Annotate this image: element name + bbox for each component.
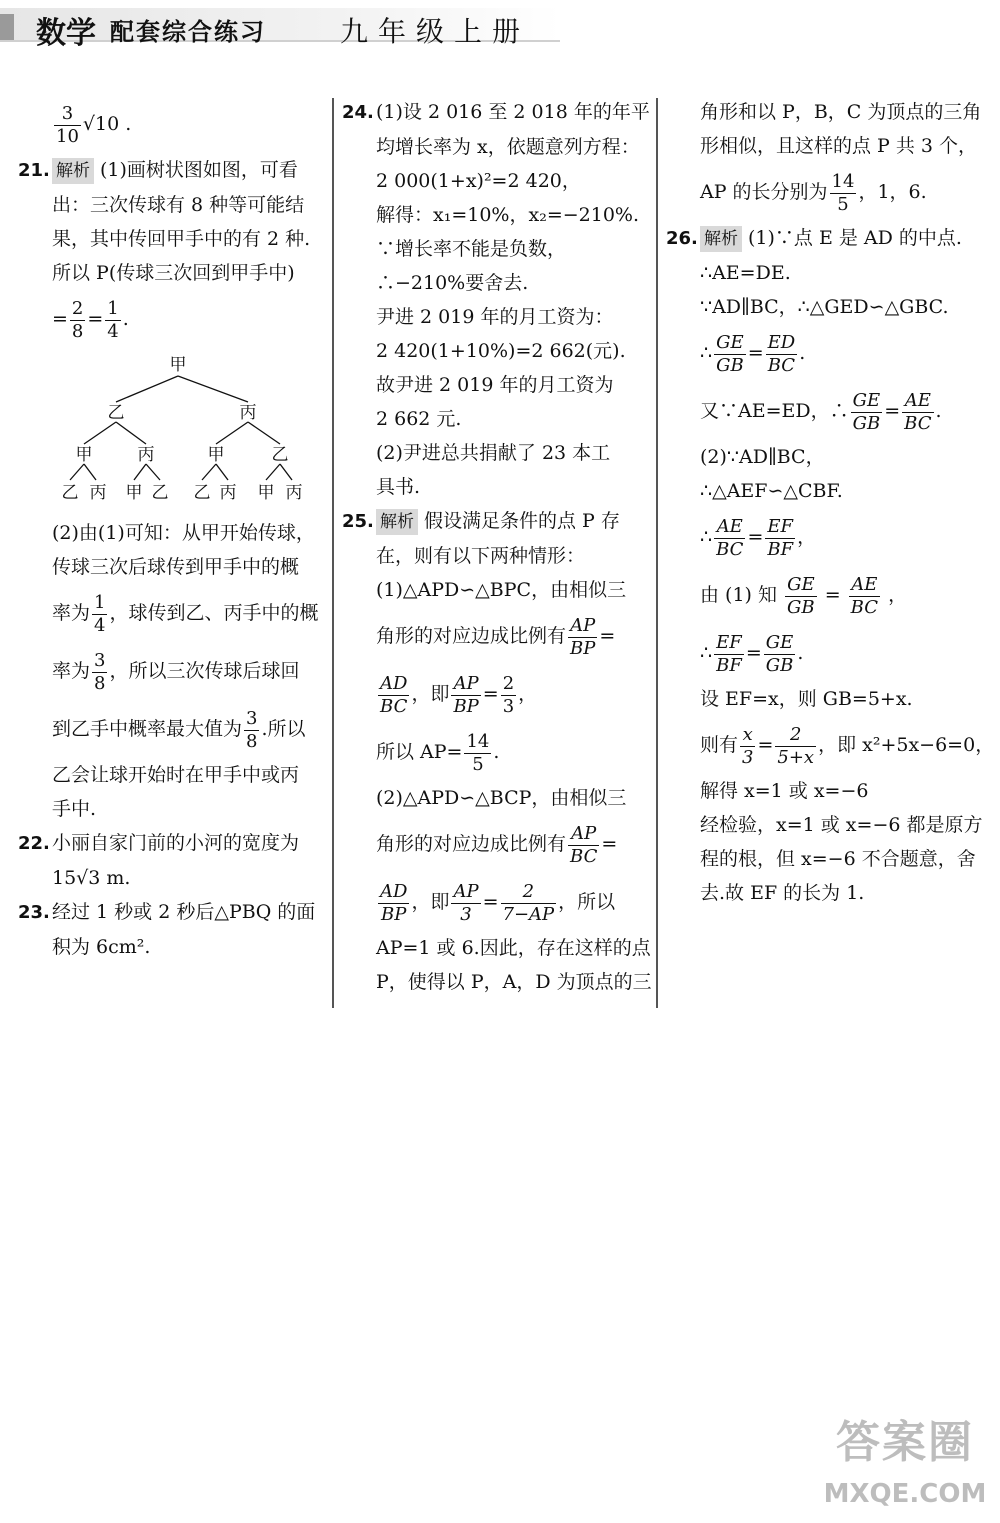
- answer-line: $\frac{3}{10}$ √10 .: [56, 102, 132, 147]
- tree-node-root: 甲: [169, 355, 187, 375]
- analysis-badge: 解析: [52, 158, 94, 184]
- q25-line: AP=1 或 6.因此，存在这样的点: [376, 937, 651, 959]
- watermark-logo: [820, 1408, 990, 1518]
- q25-line: 角形的对应边成比例有 $\frac{AP}{BC}$ =: [376, 822, 618, 867]
- q21-line: 乙会让球开始时在甲手中或丙: [52, 764, 300, 786]
- q22-line: 15√3 m.: [52, 867, 131, 889]
- q25-line: 角形和以 P，B，C 为顶点的三角: [700, 101, 982, 123]
- q25-line: 在，则有以下两种情形：: [376, 545, 586, 567]
- tree-leaf: 甲: [125, 483, 143, 503]
- q25-line: AP 的长分别为 $\frac{14}{5}$ ，1，6.: [700, 170, 927, 215]
- q25-line: 形相似，且这样的点 P 共 3 个，: [700, 135, 978, 157]
- fraction: $\frac{AD}{BC}$: [380, 672, 408, 717]
- q26-line: 程的根，但 x=−6 不合题意，舍: [700, 848, 976, 870]
- q21-line: 21. 解析 (1)画树状图如图，可看: [18, 153, 328, 188]
- q26-line: 由 (1) 知 $\frac{GE}{GB}$ = $\frac{AE}{BC}$ ，: [700, 573, 908, 618]
- q26-line: (2)∵AD∥BC，: [700, 446, 825, 468]
- fraction: $\frac{14}{5}$: [831, 170, 855, 215]
- q25-line: P，使得以 P，A，D 为顶点的三: [376, 971, 652, 993]
- q26-line: ∵AD∥BC，∴△GED∽△GBC.: [700, 296, 949, 318]
- fraction: $\frac{AP}{BP}$: [570, 614, 596, 659]
- tree-leaf: 丙: [285, 483, 303, 503]
- q24-line: ∴−210%要舍去.: [376, 272, 529, 294]
- tree-leaf: 乙: [61, 483, 79, 503]
- q26-line: 设 EF=x，则 GB=5+x.: [700, 688, 913, 710]
- watermark-url: MXQE.COM: [823, 1479, 987, 1509]
- question-number: 21.: [18, 160, 50, 181]
- q21-line: 传球三次后球传到甲手中的概: [52, 556, 300, 578]
- fraction: $\frac{EF}{BF}$: [716, 631, 742, 676]
- fraction: $\frac{1}{4}$: [107, 297, 119, 342]
- q24-line: 2 662 元.: [376, 408, 462, 430]
- q26-line: 又∵AE=ED，∴ $\frac{GE}{GB}$ = $\frac{AE}{BC}$ .: [700, 389, 942, 434]
- column-divider-1: [332, 98, 334, 1008]
- tree-diagram: [58, 352, 318, 512]
- analysis-badge: 解析: [376, 509, 418, 535]
- q24-line: 24. (1)设 2 016 至 2 018 年的年平: [342, 95, 652, 130]
- q24-line: 解得：x₁=10%，x₂=−210%.: [376, 204, 640, 226]
- header-corner-mark: [0, 14, 14, 40]
- q21-line: 出：三次传球有 8 种等可能结: [52, 194, 305, 216]
- q21-line: 手中.: [52, 798, 97, 820]
- tree-node: 乙: [107, 403, 125, 423]
- watermark-text: 答案圈: [836, 1417, 974, 1468]
- tree-node: 甲: [207, 445, 225, 465]
- fraction: $\frac{2}{3}$: [502, 672, 515, 717]
- q25-line: 角形的对应边成比例有 $\frac{AP}{BP}$ =: [376, 614, 616, 659]
- column-3: [666, 95, 995, 910]
- q25-line: (1)△APD∽△BPC，由相似三: [376, 579, 627, 601]
- q26-line: 26. 解析 (1)∵点 E 是 AD 的中点.: [666, 221, 982, 256]
- q21-line: 到乙手中概率最大值为 $\frac{3}{8}$ .所以: [52, 707, 306, 752]
- fraction: $\frac{AD}{BP}$: [380, 880, 408, 925]
- fraction: $\frac{AP}{3}$: [453, 880, 479, 925]
- fraction: $\frac{GE}{GB}$: [852, 389, 881, 434]
- fraction: $\frac{3}{8}$: [246, 707, 258, 752]
- q26-line: 解得 x=1 或 x=−6: [700, 780, 869, 802]
- question-number: 23.: [18, 902, 50, 923]
- header-subtitle: 配套综合练习: [110, 18, 266, 46]
- fraction: $\frac{2}{8}$: [71, 297, 84, 342]
- tree-node: 甲: [75, 445, 93, 465]
- question-number: 24.: [342, 102, 374, 123]
- question-number: 26.: [666, 228, 698, 249]
- q26-line: 经检验，x=1 或 x=−6 都是原方: [700, 814, 983, 836]
- fraction: $\frac{AE}{BC}$: [904, 389, 932, 434]
- analysis-badge: 解析: [700, 226, 742, 252]
- column-1: [18, 95, 328, 964]
- tree-leaf: 丙: [219, 483, 237, 503]
- fraction: $\frac{3}{10}$: [56, 102, 79, 147]
- q25-line: $\frac{AD}{BP}$ ，即 $\frac{AP}{3}$ = $\frac{2}{7-AP}$ ，所以: [380, 880, 616, 925]
- fraction: $\frac{x}{3}$: [742, 723, 754, 768]
- fraction: $\frac{AP}{BP}$: [453, 672, 479, 717]
- page-header: [0, 0, 1000, 50]
- column-divider-2: [656, 98, 658, 1008]
- fraction: $\frac{1}{4}$: [94, 591, 106, 636]
- q25-line: (2)△APD∽△BCP，由相似三: [376, 787, 627, 809]
- tree-node: 乙: [271, 445, 289, 465]
- fraction: $\frac{2}{5+x}$: [777, 723, 815, 768]
- q26-line: ∴ $\frac{AE}{BC}$ = $\frac{EF}{BF}$ ，: [700, 515, 817, 560]
- q22-line: 22. 小丽自家门前的小河的宽度为: [18, 826, 328, 861]
- tree-leaf: 乙: [151, 483, 169, 503]
- fraction: $\frac{ED}{BC}$: [767, 331, 796, 376]
- q26-line: ∴AE=DE.: [700, 262, 791, 284]
- tree-node: 丙: [239, 403, 257, 423]
- q26-line: ∴△AEF∽△CBF.: [700, 480, 843, 502]
- fraction: $\frac{2}{7-AP}$: [502, 880, 555, 925]
- fraction: $\frac{14}{5}$: [466, 730, 490, 775]
- fraction: $\frac{AE}{BC}$: [850, 573, 879, 618]
- fraction: $\frac{GE}{GB}$: [787, 573, 815, 618]
- q21-line: 率为 $\frac{3}{8}$ ，所以三次传球后球回: [52, 649, 300, 694]
- fraction: $\frac{AP}{BC}$: [570, 822, 598, 867]
- q24-line: 2 420(1+10%)=2 662(元).: [376, 340, 626, 362]
- q23-line: 23. 经过 1 秒或 2 秒后△PBQ 的面: [18, 895, 328, 930]
- column-2: [342, 95, 652, 999]
- fraction: $\frac{EF}{BF}$: [767, 515, 794, 560]
- question-number: 22.: [18, 833, 50, 854]
- q26-line: ∴ $\frac{EF}{BF}$ = $\frac{GE}{GB}$ .: [700, 631, 804, 676]
- fraction: $\frac{GE}{GB}$: [765, 631, 794, 676]
- q24-line: 均增长率为 x，依题意列方程：: [376, 136, 640, 158]
- q25-line: 所以 AP= $\frac{14}{5}$ .: [376, 730, 500, 775]
- tree-edges: [70, 376, 292, 480]
- q24-line: 尹进 2 019 年的月工资为：: [376, 306, 614, 328]
- q25-line: $\frac{AD}{BC}$ ，即 $\frac{AP}{BP}$ = $\frac{2}{3}$ ，: [380, 672, 538, 717]
- q24-line: ∵增长率不能是负数，: [376, 238, 567, 260]
- q21-line: (2)由(1)可知：从甲开始传球，: [52, 522, 315, 544]
- q26-line: 则有 $\frac{x}{3}$ = $\frac{2}{5+x}$ ，即 x²+5x−6=0，: [700, 723, 995, 768]
- fraction: $\frac{AE}{BC}$: [716, 515, 744, 560]
- header-grade: 九年级上册: [340, 15, 531, 48]
- q24-line: 具书.: [376, 476, 421, 498]
- tree-leaf: 甲: [257, 483, 275, 503]
- q24-line: 2 000(1+x)²=2 420，: [376, 170, 581, 192]
- question-number: 25.: [342, 511, 374, 532]
- q26-line: 去.故 EF 的长为 1.: [700, 882, 865, 904]
- q24-line: 故尹进 2 019 年的月工资为: [376, 374, 614, 396]
- fraction: $\frac{GE}{GB}$: [716, 331, 744, 376]
- q21-line: 率为 $\frac{1}{4}$ ，球传到乙、丙手中的概: [52, 591, 319, 636]
- q26-line: ∴ $\frac{GE}{GB}$ = $\frac{ED}{BC}$ .: [700, 331, 806, 376]
- q21-line: 所以 P(传球三次回到甲手中): [52, 262, 295, 284]
- tree-leaf: 乙: [193, 483, 211, 503]
- q25-line: 25. 解析 假设满足条件的点 P 存: [342, 504, 652, 539]
- q23-line: 积为 6cm².: [52, 936, 151, 958]
- q21-line: = $\frac{2}{8}$ = $\frac{1}{4}$ .: [52, 297, 129, 342]
- tree-leaf: 丙: [89, 483, 107, 503]
- header-subject: 数学: [36, 16, 96, 51]
- q21-line: 果，其中传回甲手中的有 2 种.: [52, 228, 311, 250]
- tree-node: 丙: [137, 445, 155, 465]
- q24-line: (2)尹进总共捐献了 23 本工: [376, 442, 611, 464]
- fraction: $\frac{3}{8}$: [94, 649, 106, 694]
